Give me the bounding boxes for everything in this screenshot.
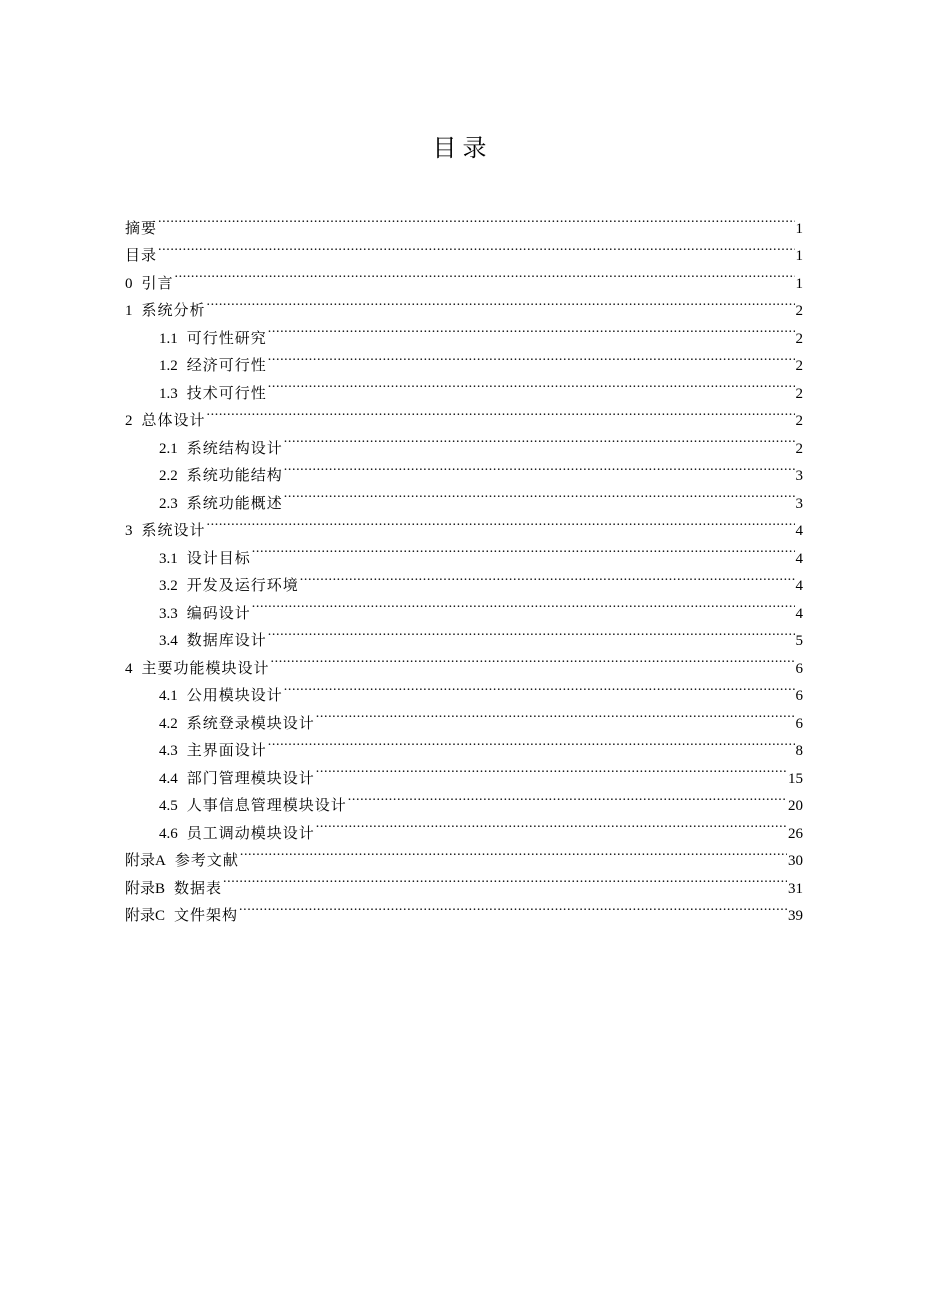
- toc-dot-leader: [284, 480, 795, 508]
- toc-dot-leader: [284, 425, 795, 453]
- toc-entry-label: 设计目标: [186, 550, 251, 567]
- toc-entry-label: 总体设计: [141, 413, 206, 429]
- toc-entry-number: 4.3: [159, 743, 178, 759]
- toc-entry-number: 3.1: [159, 550, 178, 567]
- toc-entry-label: 引言: [141, 275, 174, 292]
- toc-dot-leader: [284, 453, 795, 481]
- toc-dot-leader: [268, 728, 795, 756]
- toc-dot-leader: [271, 645, 795, 673]
- toc-entry-label: 可行性研究: [186, 330, 267, 347]
- toc-entry-label: 主界面设计: [186, 743, 267, 759]
- toc-entry-label: 文件架构: [174, 908, 239, 924]
- toc-page-number: 5: [795, 633, 803, 649]
- toc-page-number: 31: [788, 880, 803, 897]
- toc-entry[interactable]: [125, 865, 803, 897]
- toc-entry-number: 3.4: [159, 633, 178, 649]
- toc-dot-leader: [207, 288, 795, 316]
- toc-dot-leader: [252, 535, 795, 563]
- toc-entry-number: 1.2: [159, 358, 178, 374]
- toc-dot-leader: [348, 783, 787, 811]
- page-title: 目录: [432, 134, 493, 162]
- toc-dot-leader: [240, 838, 787, 866]
- toc-dot-leader: [316, 810, 787, 838]
- toc-page-number: 8: [795, 743, 803, 759]
- toc-page-number: 20: [788, 798, 803, 814]
- toc-dot-leader: [268, 343, 795, 371]
- toc-entry-label: 技术可行性: [186, 385, 267, 402]
- toc-entry-number: 2: [125, 413, 133, 429]
- toc-entry-number: 1.1: [159, 330, 178, 347]
- toc-entry-number: 4.2: [159, 715, 178, 732]
- toc-entry-label: 公用模块设计: [186, 688, 283, 704]
- toc-dot-leader: [268, 315, 795, 343]
- toc-entry-number: 4.1: [159, 688, 178, 704]
- toc-entry-label: 系统功能结构: [186, 468, 283, 484]
- toc-page-number: 2: [795, 330, 803, 347]
- toc-entry[interactable]: [125, 315, 803, 347]
- toc-page-number: 3: [795, 468, 803, 484]
- toc-dot-leader: [252, 590, 795, 618]
- toc-entry-label: 数据库设计: [186, 633, 267, 649]
- toc-dot-leader: [207, 398, 795, 426]
- toc-entry[interactable]: [125, 535, 803, 567]
- toc-page-number: 26: [788, 825, 803, 842]
- toc-page-number: 4: [795, 578, 803, 594]
- toc-entry-label: 目录: [125, 248, 158, 264]
- toc-entry-number: 4.5: [159, 798, 178, 814]
- toc-entry-number: 附录C: [125, 908, 166, 924]
- toc-entry-number: 1: [125, 303, 133, 319]
- toc-dot-leader: [175, 260, 795, 288]
- toc-entry-number: 2.2: [159, 468, 178, 484]
- toc-dot-leader: [316, 700, 795, 728]
- toc-entry-label: 主要功能模块设计: [141, 660, 270, 677]
- toc-page-number: 1: [795, 275, 803, 292]
- toc-entry-label: 开发及运行环境: [186, 578, 299, 594]
- toc-entry-number: 附录A: [125, 853, 166, 869]
- toc-dot-leader: [316, 755, 787, 783]
- toc-dot-leader: [268, 618, 795, 646]
- toc-page-number: 39: [788, 908, 803, 924]
- toc-entry-label: 部门管理模块设计: [186, 770, 315, 787]
- toc-entry-label: 参考文献: [174, 853, 239, 869]
- toc-entry-label: 数据表: [174, 880, 223, 897]
- toc-entry[interactable]: [125, 233, 803, 264]
- toc-entry-number: 4.4: [159, 770, 178, 787]
- toc-dot-leader: [268, 370, 795, 398]
- toc-entry-number: 0: [125, 275, 133, 292]
- toc-page-number: 2: [795, 303, 803, 319]
- toc-entry-label: 系统设计: [141, 523, 206, 539]
- toc-page-number: 6: [795, 688, 803, 704]
- toc-entry-label: 员工调动模块设计: [186, 825, 315, 842]
- toc-entry-label: 系统登录模块设计: [186, 715, 315, 732]
- toc-entry-label: 编码设计: [186, 605, 251, 622]
- toc-entry-label: 经济可行性: [186, 358, 267, 374]
- toc-entry[interactable]: [125, 288, 803, 319]
- toc-entry[interactable]: [125, 205, 803, 237]
- toc-entry-label: 摘要: [125, 220, 158, 237]
- toc-entry[interactable]: [125, 508, 803, 539]
- toc-entry[interactable]: [125, 260, 803, 292]
- toc-page-number: 4: [795, 523, 803, 539]
- toc-entry-number: 2.3: [159, 495, 178, 512]
- toc-dot-leader: [158, 205, 794, 233]
- toc-page-number: 3: [795, 495, 803, 512]
- toc-entry-number: 附录B: [125, 880, 166, 897]
- toc-entry-number: 2.1: [159, 440, 178, 457]
- toc-entry-number: 4.6: [159, 825, 178, 842]
- table-of-contents: [125, 205, 803, 924]
- toc-entry-label: 系统分析: [141, 303, 206, 319]
- toc-page-number: 6: [795, 660, 803, 677]
- toc-page-number: 1: [795, 248, 803, 264]
- toc-page-number: 4: [795, 550, 803, 567]
- toc-entry-number: 3.3: [159, 605, 178, 622]
- toc-entry[interactable]: [125, 893, 803, 924]
- toc-dot-leader: [239, 893, 787, 921]
- toc-entry[interactable]: [125, 425, 803, 457]
- toc-dot-leader: [158, 233, 794, 261]
- toc-entry-label: 系统结构设计: [186, 440, 283, 457]
- toc-entry[interactable]: [125, 398, 803, 429]
- toc-page-number: 2: [795, 385, 803, 402]
- toc-entry-number: 3.2: [159, 578, 178, 594]
- toc-entry-number: 3: [125, 523, 133, 539]
- toc-page-number: 2: [795, 440, 803, 457]
- toc-entry-number: 4: [125, 660, 133, 677]
- toc-page-number: 1: [795, 220, 803, 237]
- toc-entry-label: 系统功能概述: [186, 495, 283, 512]
- toc-dot-leader: [284, 673, 795, 701]
- toc-dot-leader: [207, 508, 795, 536]
- toc-page-number: 2: [795, 413, 803, 429]
- toc-page-number: 6: [795, 715, 803, 732]
- toc-entry-label: 人事信息管理模块设计: [186, 798, 347, 814]
- toc-dot-leader: [300, 563, 795, 591]
- toc-page-number: 30: [788, 853, 803, 869]
- toc-page-number: 4: [795, 605, 803, 622]
- toc-page-number: 2: [795, 358, 803, 374]
- toc-entry-number: 1.3: [159, 385, 178, 402]
- toc-page-number: 15: [788, 770, 803, 787]
- toc-dot-leader: [223, 865, 787, 893]
